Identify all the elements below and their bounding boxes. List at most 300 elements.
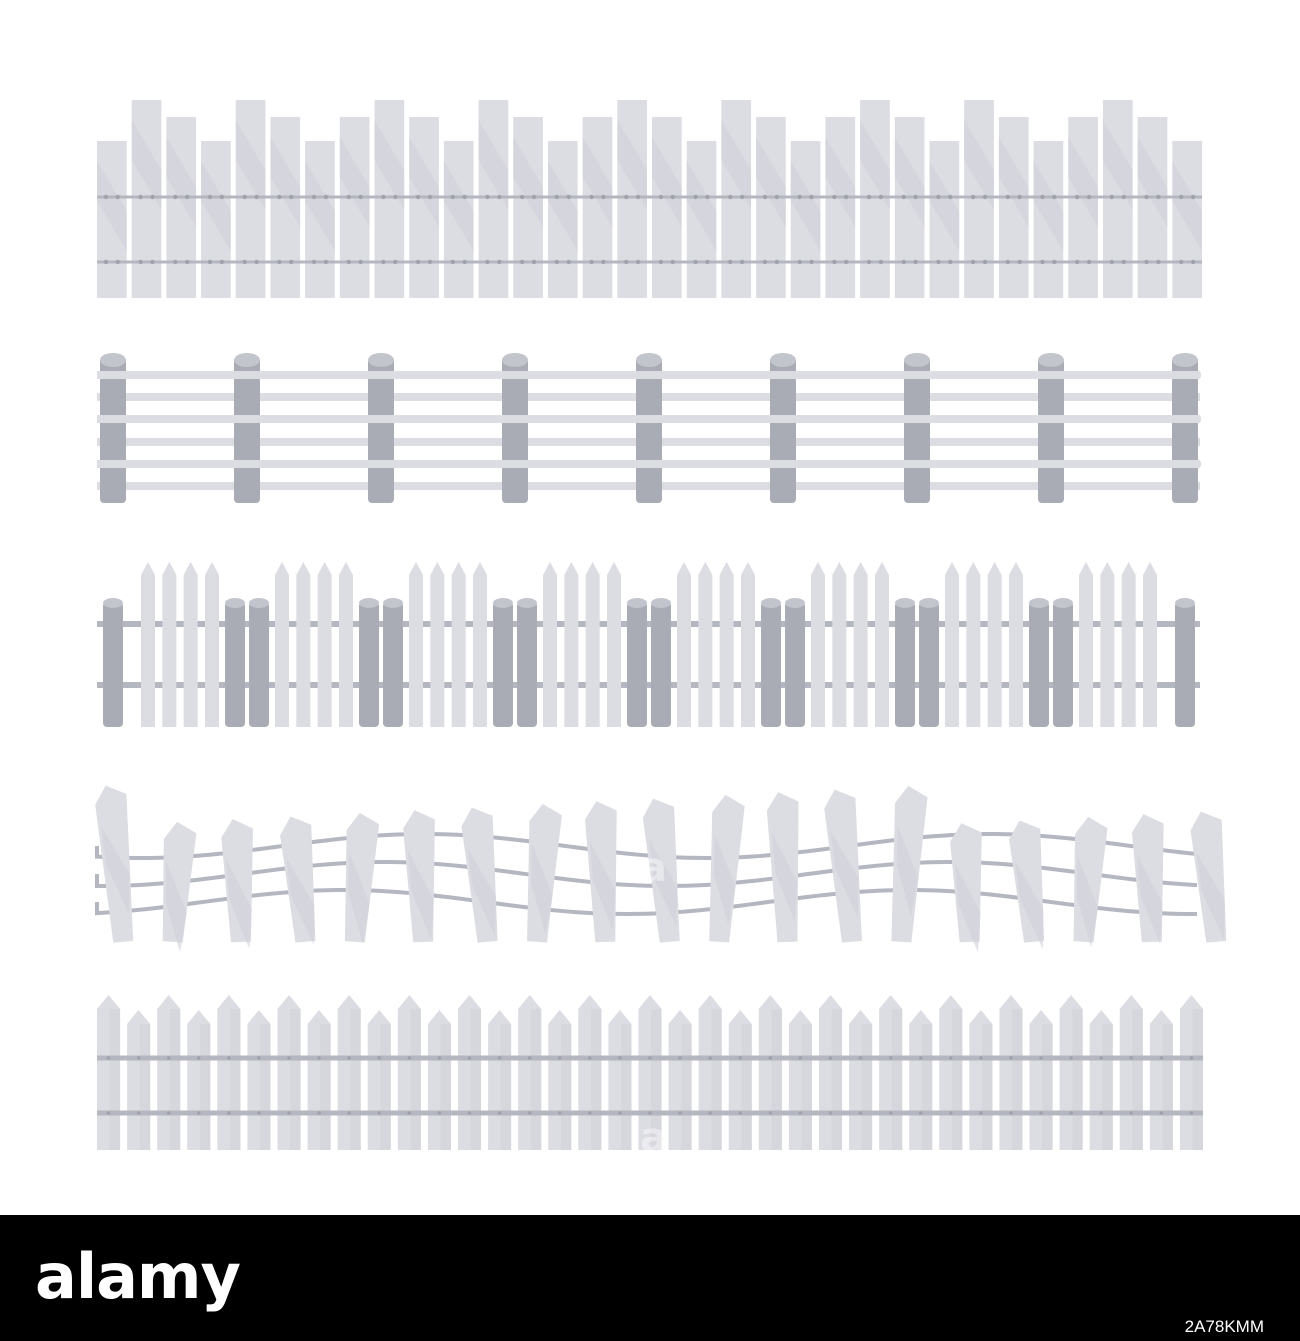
nail — [829, 1056, 833, 1060]
nail — [197, 1111, 201, 1115]
band — [97, 371, 129, 379]
nail — [287, 1111, 291, 1115]
nail — [1190, 1111, 1194, 1115]
picket — [339, 562, 353, 727]
nail — [497, 195, 501, 199]
post-top — [904, 353, 930, 367]
picket-shade — [320, 1024, 330, 1150]
nail — [312, 195, 316, 199]
nail — [558, 1111, 562, 1115]
post-top — [1172, 353, 1198, 367]
nail — [624, 195, 628, 199]
post-top — [383, 598, 403, 608]
post — [368, 358, 394, 503]
nail — [659, 195, 663, 199]
nail — [1156, 195, 1160, 199]
picket-shade — [110, 1009, 120, 1150]
nail — [797, 260, 801, 264]
post — [103, 602, 123, 727]
nail — [588, 1111, 592, 1115]
post — [785, 602, 805, 727]
nail — [769, 1056, 773, 1060]
picket-shade — [741, 1024, 751, 1150]
nail — [520, 195, 524, 199]
nail — [738, 1111, 742, 1115]
nail — [601, 260, 605, 264]
picket — [988, 562, 1002, 727]
picket — [275, 562, 289, 727]
post — [383, 602, 403, 727]
nail — [1122, 260, 1126, 264]
band — [97, 460, 129, 468]
nail — [693, 260, 697, 264]
nail — [358, 260, 362, 264]
nail — [137, 1111, 141, 1115]
picket-shade — [1132, 1009, 1142, 1150]
picket-shade — [1042, 1024, 1052, 1150]
band — [901, 460, 933, 468]
picket — [607, 562, 621, 727]
band — [1169, 460, 1201, 468]
nail — [913, 260, 917, 264]
band — [231, 460, 263, 468]
post — [770, 358, 796, 503]
nail — [107, 1056, 111, 1060]
nail — [1039, 1056, 1043, 1060]
broken-wavy-fence — [94, 784, 1233, 953]
band — [1035, 460, 1067, 468]
picket-shade — [380, 1024, 390, 1150]
nail — [277, 260, 281, 264]
nail — [1006, 260, 1010, 264]
picket — [318, 562, 332, 727]
post-top — [249, 598, 269, 608]
nail — [1156, 260, 1160, 264]
post — [895, 602, 915, 727]
nail — [1017, 195, 1021, 199]
nail — [979, 1111, 983, 1115]
post-top — [368, 353, 394, 367]
nail — [1160, 1111, 1164, 1115]
band — [97, 415, 129, 423]
post — [234, 358, 260, 503]
nail — [416, 260, 420, 264]
nail — [1009, 1111, 1013, 1115]
post — [225, 602, 245, 727]
nail — [289, 195, 293, 199]
picket-shade — [531, 1009, 541, 1150]
nail — [1087, 195, 1091, 199]
nail — [728, 195, 732, 199]
watermark: a — [640, 505, 667, 551]
image-id: 2A78KMM — [1184, 1317, 1264, 1336]
nail — [636, 260, 640, 264]
post — [919, 602, 939, 727]
band — [365, 460, 397, 468]
nail — [949, 1111, 953, 1115]
nail — [317, 1056, 321, 1060]
post-top — [919, 598, 939, 608]
post-top — [1029, 598, 1049, 608]
nail — [1099, 1056, 1103, 1060]
post-top — [1038, 353, 1064, 367]
nail — [902, 260, 906, 264]
nail — [1006, 195, 1010, 199]
nail — [197, 1056, 201, 1060]
nail — [589, 260, 593, 264]
nail — [485, 195, 489, 199]
nail — [137, 1056, 141, 1060]
picket-shade — [1102, 1024, 1112, 1150]
nail — [428, 260, 432, 264]
nail — [173, 195, 177, 199]
nail — [740, 195, 744, 199]
picket — [811, 562, 825, 727]
picket-shade — [1072, 1009, 1082, 1150]
nail — [844, 260, 848, 264]
nail — [220, 260, 224, 264]
nail — [347, 195, 351, 199]
nail — [408, 1056, 412, 1060]
picket — [205, 562, 219, 727]
nail — [287, 1056, 291, 1060]
picket — [473, 562, 487, 727]
nail — [588, 1056, 592, 1060]
picket — [1122, 562, 1136, 727]
band — [633, 371, 665, 379]
nail — [438, 1056, 442, 1060]
nail — [324, 260, 328, 264]
nail — [242, 195, 246, 199]
band — [499, 460, 531, 468]
picket — [296, 562, 310, 727]
post-top — [517, 598, 537, 608]
post-top — [636, 353, 662, 367]
nail — [705, 195, 709, 199]
nail — [528, 1056, 532, 1060]
nail — [832, 260, 836, 264]
nail — [859, 1056, 863, 1060]
nail — [485, 260, 489, 264]
nail — [462, 195, 466, 199]
picket — [677, 562, 691, 727]
nail — [347, 1111, 351, 1115]
picket-shade — [922, 1024, 932, 1150]
post-top — [234, 353, 260, 367]
nail — [185, 260, 189, 264]
nail — [1110, 195, 1114, 199]
nail — [1040, 260, 1044, 264]
picket-shade — [290, 1009, 300, 1150]
nail — [738, 1056, 742, 1060]
picket-shade — [591, 1009, 601, 1150]
nail — [919, 1111, 923, 1115]
nail — [708, 1056, 712, 1060]
band — [1035, 415, 1067, 423]
nail — [763, 260, 767, 264]
post-top — [1053, 598, 1073, 608]
nail — [601, 195, 605, 199]
band — [633, 460, 665, 468]
nail — [1110, 260, 1114, 264]
nail — [558, 1056, 562, 1060]
picket — [832, 562, 846, 727]
nail — [879, 195, 883, 199]
nail — [1191, 260, 1195, 264]
band — [901, 371, 933, 379]
nail — [867, 260, 871, 264]
picket — [698, 562, 712, 727]
nail — [347, 260, 351, 264]
nail — [1039, 1111, 1043, 1115]
nail — [104, 195, 108, 199]
picket — [452, 562, 466, 727]
nail — [948, 195, 952, 199]
tall-plank-fence — [97, 100, 1202, 298]
nail — [498, 1111, 502, 1115]
nail — [1122, 195, 1126, 199]
nail — [520, 260, 524, 264]
nail — [468, 1056, 472, 1060]
post — [502, 358, 528, 503]
nail — [1191, 195, 1195, 199]
alamy-logo: alamy — [35, 1240, 240, 1313]
nail — [983, 195, 987, 199]
picket-shade — [862, 1024, 872, 1150]
picket — [564, 562, 578, 727]
nail — [728, 260, 732, 264]
band — [499, 415, 531, 423]
nail — [708, 1111, 712, 1115]
picket-shade — [771, 1009, 781, 1150]
nail — [799, 1111, 803, 1115]
nail — [740, 260, 744, 264]
nail — [107, 1111, 111, 1115]
nail — [1069, 1056, 1073, 1060]
nail — [659, 260, 663, 264]
nail — [1052, 195, 1056, 199]
band — [767, 460, 799, 468]
nail — [1069, 1111, 1073, 1115]
post — [627, 602, 647, 727]
picket — [162, 562, 176, 727]
post-top — [103, 598, 123, 608]
nail — [879, 260, 883, 264]
nail — [1129, 1056, 1133, 1060]
picket-shade — [1193, 1009, 1203, 1150]
nail — [624, 260, 628, 264]
nail — [167, 1056, 171, 1060]
picket-shade — [471, 1009, 481, 1150]
picket — [741, 562, 755, 727]
post-top — [1175, 598, 1195, 608]
nail — [936, 195, 940, 199]
picket-shade — [260, 1024, 270, 1150]
band — [767, 415, 799, 423]
nail — [555, 195, 559, 199]
nail — [438, 1111, 442, 1115]
picket — [1143, 562, 1157, 727]
nail — [150, 195, 154, 199]
nail — [1144, 260, 1148, 264]
nail — [799, 1056, 803, 1060]
nail — [312, 260, 316, 264]
nail — [555, 260, 559, 264]
post — [1175, 602, 1195, 727]
nail — [1040, 195, 1044, 199]
nail — [416, 195, 420, 199]
nail — [498, 1056, 502, 1060]
post — [100, 358, 126, 503]
nail — [254, 195, 258, 199]
picket — [1100, 562, 1114, 727]
nail — [678, 1056, 682, 1060]
post-top — [770, 353, 796, 367]
post-top — [895, 598, 915, 608]
picket-shade — [982, 1024, 992, 1150]
picket-shade — [651, 1009, 661, 1150]
broken-plank — [279, 815, 322, 943]
post — [1038, 358, 1064, 503]
picket-shade — [140, 1024, 150, 1150]
picket-shade — [230, 1009, 240, 1150]
nail — [317, 1111, 321, 1115]
post-top — [359, 598, 379, 608]
band — [499, 371, 531, 379]
nail — [949, 1056, 953, 1060]
nail — [528, 1111, 532, 1115]
nail — [532, 195, 536, 199]
nail — [377, 1056, 381, 1060]
nail — [381, 195, 385, 199]
nail — [116, 260, 120, 264]
nail — [1160, 1056, 1164, 1060]
nail — [116, 195, 120, 199]
picket-shade — [441, 1024, 451, 1150]
nail — [618, 1056, 622, 1060]
nail — [227, 1111, 231, 1115]
nail — [277, 195, 281, 199]
picket-shade — [711, 1009, 721, 1150]
picket-shade — [200, 1024, 210, 1150]
nail — [844, 195, 848, 199]
nail — [347, 1056, 351, 1060]
nail — [983, 260, 987, 264]
broken-plank — [1131, 813, 1167, 942]
picket-shade — [561, 1024, 571, 1150]
picket-shade — [832, 1009, 842, 1150]
nail — [971, 195, 975, 199]
nail — [648, 1056, 652, 1060]
nail — [257, 1056, 261, 1060]
band — [901, 415, 933, 423]
picket-shade — [802, 1024, 812, 1150]
nail — [775, 260, 779, 264]
nail — [242, 260, 246, 264]
nail — [809, 260, 813, 264]
post — [1029, 602, 1049, 727]
post — [1053, 602, 1073, 727]
nail — [936, 260, 940, 264]
nail — [289, 260, 293, 264]
picket-shade — [170, 1009, 180, 1150]
post — [904, 358, 930, 503]
nail — [497, 260, 501, 264]
nail — [468, 1111, 472, 1115]
picket-shade — [681, 1024, 691, 1150]
nail — [1087, 260, 1091, 264]
broken-plank — [221, 818, 257, 942]
post-top — [493, 598, 513, 608]
band — [365, 415, 397, 423]
nail — [358, 195, 362, 199]
nail — [377, 1111, 381, 1115]
nail — [567, 260, 571, 264]
post-top — [761, 598, 781, 608]
nail — [618, 1111, 622, 1115]
nail — [769, 1111, 773, 1115]
nail — [705, 260, 709, 264]
nail — [678, 1111, 682, 1115]
picket-fence-with-posts — [97, 562, 1200, 727]
picket — [945, 562, 959, 727]
nail — [393, 260, 397, 264]
nail — [185, 195, 189, 199]
nail — [227, 1056, 231, 1060]
post — [249, 602, 269, 727]
uniform-picket-fence — [97, 995, 1203, 1150]
nail — [408, 1111, 412, 1115]
rail — [97, 196, 1202, 199]
nail — [829, 1111, 833, 1115]
picket — [586, 562, 600, 727]
nail — [208, 195, 212, 199]
post — [651, 602, 671, 727]
nail — [1075, 195, 1079, 199]
post — [493, 602, 513, 727]
post-top — [100, 353, 126, 367]
picket — [720, 562, 734, 727]
picket-shade — [1012, 1009, 1022, 1150]
nail — [567, 195, 571, 199]
nail — [257, 1111, 261, 1115]
picket — [854, 562, 868, 727]
band — [1169, 371, 1201, 379]
nail — [138, 260, 142, 264]
post — [359, 602, 379, 727]
nail — [532, 260, 536, 264]
picket — [409, 562, 423, 727]
nail — [867, 195, 871, 199]
picket — [543, 562, 557, 727]
post — [517, 602, 537, 727]
nail — [671, 195, 675, 199]
picket-shade — [501, 1024, 511, 1150]
picket — [430, 562, 444, 727]
nail — [1190, 1056, 1194, 1060]
picket — [184, 562, 198, 727]
picket — [141, 562, 155, 727]
nail — [1017, 260, 1021, 264]
post — [636, 358, 662, 503]
nail — [913, 195, 917, 199]
watermark: a — [640, 1115, 667, 1161]
nail — [763, 195, 767, 199]
post — [1172, 358, 1198, 503]
nail — [462, 260, 466, 264]
nail — [428, 195, 432, 199]
picket-shade — [411, 1009, 421, 1150]
